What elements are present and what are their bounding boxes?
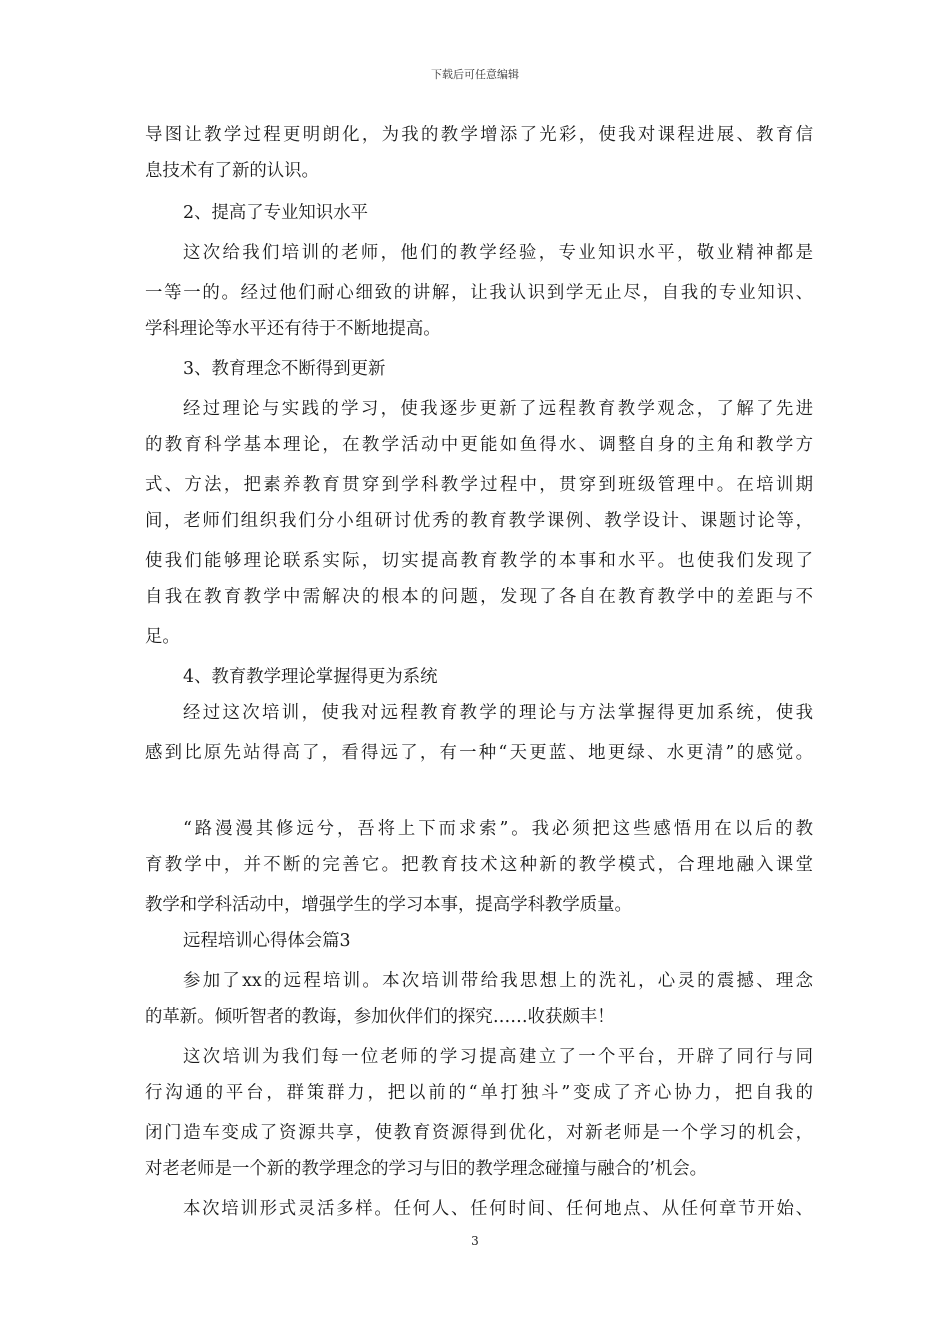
text-line: 的教育科学基本理论，在教学活动中更能如鱼得水、调整自身的主角和教学方 (145, 435, 813, 455)
text-line: 行沟通的平台，群策群力，把以前的“单打独斗”变成了齐心协力，把自我的 (145, 1083, 813, 1103)
text-line: 导图让教学过程更明朗化，为我的教学增添了光彩，使我对课程进展、教育信 (145, 125, 813, 145)
text-line: 足。 (145, 627, 180, 647)
text-line: 闭门造车变成了资源共享，使教育资源得到优化，对新老师是一个学习的机会， (145, 1123, 813, 1143)
text-line: 式、方法，把素养教育贯穿到学科教学过程中，贯穿到班级管理中。在培训期 (145, 475, 813, 495)
text-line: 参加了xx的远程培训。本次培训带给我思想上的洗礼，心灵的震撼、理念 (183, 971, 813, 991)
text-line: 经过理论与实践的学习，使我逐步更新了远程教育教学观念，了解了先进 (183, 399, 813, 419)
section-heading: 3、教育理念不断得到更新 (183, 359, 386, 379)
section-heading: 4、教育教学理论掌握得更为系统 (183, 667, 438, 687)
text-line: 间，老师们组织我们分小组研讨优秀的教育教学课例、教学设计、课题讨论等， (145, 511, 813, 531)
text-line: 息技术有了新的认识。 (145, 161, 319, 181)
page-header: 下载后可任意编辑 (431, 68, 519, 81)
text-line: 使我们能够理论联系实际，切实提高教育教学的本事和水平。也使我们发现了 (145, 551, 813, 571)
section-heading: 2、提高了专业知识水平 (183, 203, 368, 223)
text-line: 教学和学科活动中，增强学生的学习本事，提高学科教学质量。 (145, 895, 632, 915)
text-line: 经过这次培训，使我对远程教育教学的理论与方法掌握得更加系统，使我 (183, 703, 813, 723)
text-line: 学科理论等水平还有待于不断地提高。 (145, 319, 441, 339)
text-line: 感到比原先站得高了，看得远了，有一种“天更蓝、地更绿、水更清”的感觉。 (145, 743, 813, 763)
text-line: 这次培训为我们每一位老师的学习提高建立了一个平台，开辟了同行与同 (183, 1047, 813, 1067)
text-line: “路漫漫其修远兮，吾将上下而求索”。我必须把这些感悟用在以后的教 (183, 819, 813, 839)
text-line: 这次给我们培训的老师，他们的教学经验，专业知识水平，敬业精神都是 (183, 243, 813, 263)
text-line: 育教学中，并不断的完善它。把教育技术这种新的教学模式，合理地融入课堂 (145, 855, 813, 875)
text-line: 一等一的。经过他们耐心细致的讲解，让我认识到学无止尽，自我的专业知识、 (145, 283, 813, 303)
text-line: 自我在教育教学中需解决的根本的问题，发现了各自在教育教学中的差距与不 (145, 587, 813, 607)
text-line: 对老老师是一个新的教学理念的学习与旧的教学理念碰撞与融合的’机会。 (145, 1159, 708, 1179)
page-number: 3 (471, 1234, 479, 1248)
text-line: 本次培训形式灵活多样。任何人、任何时间、任何地点、从任何章节开始、 (183, 1199, 813, 1219)
section-title: 远程培训心得体会篇3 (183, 931, 351, 951)
text-line: 的革新。倾听智者的教诲，参加伙伴们的探究……收获颇丰！ (145, 1007, 615, 1027)
